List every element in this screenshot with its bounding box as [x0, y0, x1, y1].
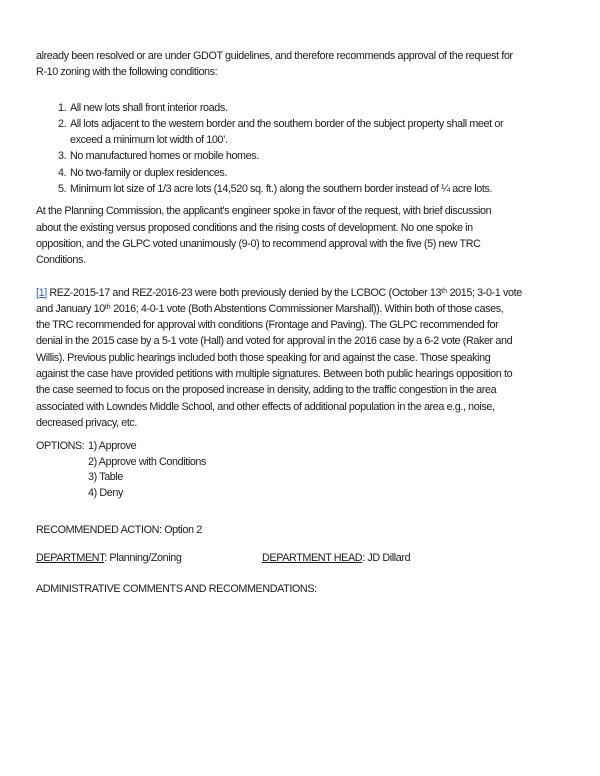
list-number: 5.: [58, 183, 67, 196]
footnote-ref-link[interactable]: [1]: [36, 286, 47, 299]
options-items: [88, 439, 206, 501]
commission-paragraph: [36, 203, 582, 268]
text-line: R-10 zoning with the following conditions:: [36, 66, 218, 79]
text-line: the TRC recommended for approval with conditions (Frontage and Paving). The GLPC recommended for: [36, 319, 499, 332]
department-line: [36, 550, 582, 566]
text-line: No two-family or duplex residences.: [70, 166, 228, 179]
text-line: [36, 285, 582, 301]
condition-item: [58, 165, 582, 181]
recommended-action-label: RECOMMENDED ACTION:: [36, 524, 162, 537]
text-line: already been resolved or are under GDOT guidelines, and therefore recommends approval of the request for: [36, 50, 513, 62]
text-line: opposition, and the GLPC voted unanimously (9-0) to recommend approval with the five (5) new TRC: [36, 237, 481, 250]
text-line: denial in the 2015 case by a 5-1 vote (Hall) and voted for approval in the 2016 case by a 6-2 vote (Raker and: [36, 335, 513, 348]
option-item: 3) Table: [88, 471, 124, 484]
text-line: No manufactured homes or mobile homes.: [70, 150, 259, 163]
condition-item: [58, 181, 582, 197]
department-label: DEPARTMENT: [36, 551, 105, 564]
recommended-action-line: [36, 522, 582, 538]
list-number: 2.: [58, 117, 67, 130]
text-line: exceed a minimum lot width of 100’.: [70, 134, 228, 147]
option-item: 4) Deny: [88, 486, 124, 499]
text-line: associated with Lowndes Middle School, and other effects of additional population in the area e.g., noise,: [36, 400, 495, 413]
text-line: [36, 301, 582, 317]
text-line: decreased privacy, etc.: [36, 416, 138, 429]
department-value: : Planning/Zoning: [104, 551, 182, 564]
text-line: Conditions.: [36, 254, 86, 267]
superscript: th: [104, 303, 111, 311]
options-section: [36, 439, 582, 501]
department-group: [36, 550, 262, 566]
condition-item: [58, 100, 582, 116]
text-segment: 2016; 4-0-1 vote (Both Abstentions Commissioner Marshall)). Within both of those cases,: [110, 302, 504, 315]
text-line: against the case have provided petitions with multiple signatures. Between both public hearings opposition to: [36, 368, 513, 381]
list-number: 1.: [58, 101, 67, 114]
superscript: th: [441, 287, 447, 295]
intro-paragraph: [36, 48, 582, 81]
condition-item: [58, 116, 582, 149]
option-item: 1) Approve: [88, 440, 137, 453]
list-number: 3.: [58, 150, 67, 163]
recommended-action-value: Option 2: [164, 524, 202, 537]
text-line: All new lots shall front interior roads.: [70, 101, 228, 114]
text-line: All lots adjacent to the western border and the southern border of the subject property shall meet or: [70, 117, 504, 130]
department-head-group: [262, 550, 410, 566]
text-segment: REZ-2015-17 and REZ-2016-23 were both previously denied by the LCBOC (October 13: [46, 286, 442, 299]
condition-item: [58, 148, 582, 164]
options-label: OPTIONS:: [36, 440, 85, 453]
department-head-value: : JD Dillard: [362, 551, 411, 564]
text-line: Willis). Previous public hearings included both those speaking for and against the case. Those speaking: [36, 351, 491, 364]
admin-comments-heading: ADMINISTRATIVE COMMENTS AND RECOMMENDATIONS:: [36, 582, 317, 595]
text-line: the case seemed to focus on the proposed increase in density, adding to the traffic congestion in the area: [36, 384, 497, 397]
option-item: 2) Approve with Conditions: [88, 455, 207, 468]
list-number: 4.: [58, 166, 67, 179]
text-segment: and January 10: [36, 302, 105, 315]
text-line: about the existing versus proposed conditions and the rising costs of development. No one spoke in: [36, 221, 473, 234]
text-line: At the Planning Commission, the applicant's engineer spoke in favor of the request, with brief discussion: [36, 205, 492, 218]
text-segment: 2015; 3-0-1 vote: [446, 286, 522, 299]
conditions-list: [58, 100, 582, 198]
footnote-paragraph: [36, 285, 582, 432]
department-head-label: DEPARTMENT HEAD: [262, 551, 363, 564]
text-line: Minimum lot size of 1/3 acre lots (14,520 sq. ft.) along the southern border instead of ¼ acre lots.: [70, 183, 493, 196]
